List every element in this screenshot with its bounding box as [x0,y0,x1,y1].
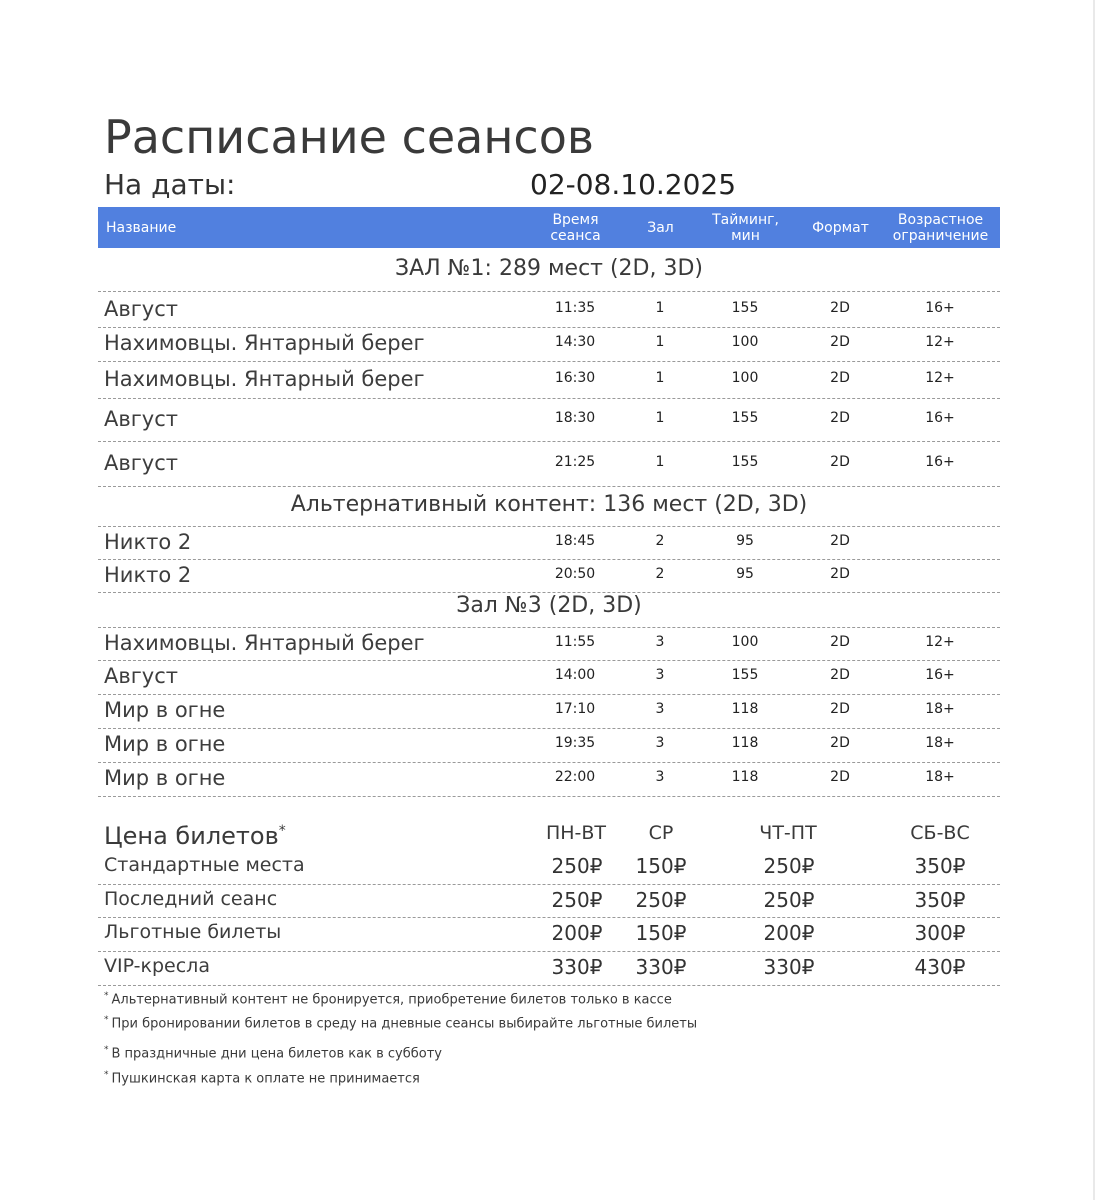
price-value: 250₽ [763,853,815,878]
price-col-wed: СР [648,822,674,844]
schedule-row [98,627,1000,661]
cell-hall: 1 [655,453,665,470]
cell-time: 17:10 [554,701,596,717]
page-title: Расписание сеансов [104,110,594,164]
schedule-row [98,559,1000,593]
header-time-line1: Время [552,211,599,228]
cell-format: 2D [830,409,850,426]
cell-format: 2D [830,701,850,717]
price-value: 250₽ [551,887,603,912]
cell-time: 21:25 [554,453,596,470]
movie-title: Нахимовцы. Янтарный берег [104,366,425,391]
cell-hall: 2 [655,565,665,582]
movie-title: Мир в огне [104,732,226,756]
cell-time: 14:00 [554,667,596,683]
section-title: ЗАЛ №1: 289 мест (2D, 3D) [394,256,704,281]
price-row [98,884,1000,918]
cell-format: 2D [830,533,850,549]
cell-format: 2D [830,769,850,785]
cell-timing: 155 [731,299,759,316]
price-value: 250₽ [551,853,603,878]
cell-hall: 1 [655,334,665,350]
footnote-text: Пушкинская карта к оплате не принимается [111,1071,420,1087]
cell-format: 2D [830,633,850,650]
cell-timing: 95 [736,565,754,582]
header-name: Название [106,219,177,236]
price-row [98,849,1000,885]
schedule-row [98,660,1000,695]
cell-time: 19:35 [554,735,596,751]
schedule-row [98,361,1000,399]
footnote [104,1045,442,1061]
cell-hall: 1 [655,409,665,426]
cell-time: 11:55 [554,633,596,650]
cell-timing: 155 [731,409,759,426]
schedule-row [98,728,1000,763]
price-value: 150₽ [635,921,687,945]
cell-format: 2D [830,565,850,582]
footnote-mark: * [104,1045,109,1055]
header-hall: Зал [647,219,674,236]
cell-hall: 3 [655,701,665,717]
footnote-text: В праздничные дни цена билетов как в субботу [111,1046,442,1062]
price-row-label: VIP-кресла [104,955,210,977]
movie-title: Август [104,406,178,431]
price-row-label: Последний сеанс [104,887,278,910]
cell-time: 16:30 [554,369,596,386]
cell-timing: 100 [731,369,759,386]
price-col-sat-sun: СБ-ВС [910,822,970,844]
cell-timing: 100 [731,633,759,650]
price-value: 250₽ [763,887,815,912]
footnote-text: Альтернативный контент не бронируется, приобретение билетов только в кассе [111,992,672,1008]
cell-time: 11:35 [554,299,596,316]
price-value: 150₽ [635,853,687,878]
cell-timing: 118 [731,735,759,751]
schedule-row [98,527,1000,560]
header-age-line1: Возрастное [897,211,984,228]
price-row-label: Стандартные места [104,853,305,876]
footnote [104,1015,697,1031]
cell-timing: 118 [731,701,759,717]
movie-title: Нахимовцы. Янтарный берег [104,630,425,655]
cell-time: 14:30 [554,334,596,350]
schedule-row [98,398,1000,442]
cell-timing: 155 [731,667,759,683]
cell-format: 2D [830,453,850,470]
footnote [104,991,672,1007]
movie-title: Мир в огне [104,698,226,722]
cell-format: 2D [830,334,850,350]
schedule-row [98,694,1000,729]
schedule-row [98,441,1000,487]
price-row [98,951,1000,986]
footnote [104,1070,420,1086]
prices-title [104,822,286,850]
cell-age: 16+ [925,667,955,683]
footnote-mark: * [104,991,109,1001]
price-value: 330₽ [763,955,815,979]
cell-format: 2D [830,735,850,751]
schedule-row [98,762,1000,797]
cell-hall: 3 [655,667,665,683]
cell-timing: 100 [731,334,759,350]
movie-title: Никто 2 [104,530,192,554]
movie-title: Нахимовцы. Янтарный берег [104,331,425,355]
cell-age: 16+ [925,299,955,316]
header-age-line2: ограничение [892,227,989,244]
cell-hall: 3 [655,633,665,650]
cell-age: 12+ [925,633,955,650]
schedule-row [98,292,1000,328]
cell-hall: 1 [655,369,665,386]
cell-hall: 1 [655,299,665,316]
footnote-mark: * [104,1015,109,1025]
cell-age: 16+ [925,409,955,426]
cell-hall: 3 [655,769,665,785]
price-value: 300₽ [914,921,966,945]
movie-title: Никто 2 [104,562,192,587]
header-time-line2: сеанса [550,227,601,244]
cell-format: 2D [830,369,850,386]
price-value: 330₽ [551,955,603,979]
cell-age: 18+ [925,735,955,751]
cell-format: 2D [830,667,850,683]
header-timing [698,207,793,248]
movie-title: Август [104,664,178,688]
price-col-mon-tue: ПН-ВТ [545,822,607,844]
cell-hall: 2 [655,533,665,549]
cell-timing: 155 [731,453,759,470]
cell-age: 18+ [925,769,955,785]
dates-value: 02-08.10.2025 [530,168,737,201]
prices-title-mark: * [278,823,286,839]
schedule-row [98,327,1000,362]
schedule-table-header [98,207,1000,248]
section-title: Альтернативный контент: 136 мест (2D, 3D) [290,492,808,517]
cell-time: 22:00 [554,769,596,785]
price-value: 350₽ [914,887,966,912]
movie-title: Август [104,296,178,321]
price-value: 200₽ [763,921,815,945]
cell-age: 12+ [925,369,955,386]
dates-label: На даты: [104,168,236,201]
cell-age: 16+ [925,453,955,470]
cell-timing: 118 [731,769,759,785]
price-col-thu-fri: ЧТ-ПТ [759,822,817,844]
cell-time: 18:45 [554,533,596,549]
header-timing-line2: мин [731,227,760,244]
price-row-label: Льготные билеты [104,921,282,943]
footnote-mark: * [104,1070,109,1080]
movie-title: Август [104,450,178,475]
header-format: Формат [812,219,869,236]
price-value: 250₽ [635,887,687,912]
price-value: 350₽ [914,853,966,878]
cell-age: 12+ [925,334,955,350]
cell-time: 20:50 [554,565,596,582]
cell-format: 2D [830,299,850,316]
cell-time: 18:30 [554,409,596,426]
cell-timing: 95 [736,533,754,549]
movie-title: Мир в огне [104,766,226,790]
price-value: 200₽ [551,921,603,945]
section-title: Зал №3 (2D, 3D) [456,593,642,618]
header-age [888,207,993,248]
cell-hall: 3 [655,735,665,751]
price-value: 330₽ [635,955,687,979]
price-row [98,917,1000,952]
header-time [538,207,613,248]
prices-title-text: Цена билетов [104,822,279,850]
price-value: 430₽ [914,955,966,979]
cell-age: 18+ [925,701,955,717]
footnote-text: При бронировании билетов в среду на дневные сеансы выбирайте льготные билеты [111,1016,698,1032]
header-timing-line1: Тайминг, [712,211,779,228]
